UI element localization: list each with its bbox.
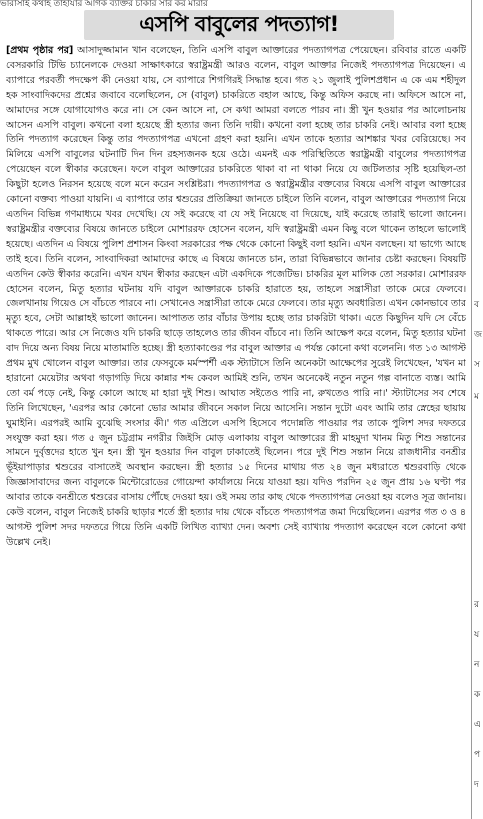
adjacent-column-glyph: য [474, 630, 480, 640]
adjacent-column-glyph: ম [474, 392, 479, 402]
adjacent-column-fragment [474, 0, 483, 819]
adjacent-column-glyph: ন [474, 660, 480, 670]
adjacent-column-glyph: স [474, 360, 480, 370]
adjacent-column-glyph: র [474, 600, 479, 610]
article-headline: এসপি বাবুলের পদত্যাগ! [139, 11, 339, 36]
continued-from-label: [প্রথম পৃষ্ঠার পর] [6, 45, 74, 56]
previous-article-fragment: ভারাসাই কথাহ তাহাযার আগক ব্যক্তির চাকার সার কর মারার [0, 0, 208, 8]
article-text: আসাদুজ্জামান খান বলেছেন, তিনি এসপি বাবুল আক্তারের পদত্যাগপত্র পেয়েছেন। রবিবার রাতে একটি বেসরকারি টিভি চ্যানেলকে দেওয়া সাক্ষাৎকারে স্বরাষ্ট্রমন্ত্রী আরও বলেন, বাবুল আক্তার নিজেই পদত্যাগপত্র দিয়েছেন। এ ব্যাপারে পরবর্তী পদক্ষেপ কী নেওয়া যায়, সে ব্যাপারে শিগগিরই সিদ্ধান্ত হবে। গত ২১ জুলাই পুলিশপ্রধান এ কে এম শহীদুল হক সাংবাদিকদের প্রশ্নের জবাবে বলেছিলেন, সে (বাবুল) চাকরিতে বহাল আছে, কিন্তু অফিস করছে না। অফিসে আসে না, আমাদের সঙ্গে যোগাযোগও করে না। সে কেন আসে না, সে কথা আমরা বলতে পারব না। স্ত্রী খুন হওয়ার পর আলোচনায় আসেন এসপি বাবুল। কখনো বলা হয়েছে স্ত্রী হত্যার জন্য তিনি দায়ী। কখনো বলা হচ্ছে তার চাকরি নেই। আবার বলা হচ্ছে তিনি পদত্যাগ করেছেন কিন্তু তার পদত্যাগপত্র এখনো গ্রহণ করা হয়নি। এখন তাকে হত্যার আশঙ্কার খবর বেরিয়েছে। সব মিলিয়ে এসপি বাবুলের ঘটনাটি দিন দিন রহস্যজনক হয়ে ওঠে। এমনই এক পরিস্থিতিতে স্বরাষ্ট্রমন্ত্রী বাবুলের পদত্যাগপত্র পেয়েছেন বলে স্বীকার করেছেন। ফলে বাবুল আক্তারের চাকরিতে থাকা বা না থাকা নিয়ে যে জটিলতার সৃষ্টি হয়েছিল-তা কিছুটা হলেও নিরসন হয়েছে বলে মনে করেন সংশ্লিষ্টরা। পদত্যাগপত্র ও স্বরাষ্ট্রমন্ত্রীর বক্তব্যের বিষয়ে এসপি বাবুল আক্তারের কোনো বক্তব্য পাওয়া যায়নি। এ ব্যাপারে তার শ্বশুরের প্রতিক্রিয়া জানতে চাইলে তিনি বলেন, বাবুল আক্তারের পদত্যাগ নিয়ে এতদিন বিভিন্ন গণমাধ্যমে খবর দেখেছি। যে সই করেছে বা যে সই নিয়েছে বা দিয়েছে, যাই করেছে তারাই ভালো জানেন। স্বরাষ্ট্রমন্ত্রীর বক্তব্যের বিষয়ে জানতে চাইলে মোশাররফ হোসেন বলেন, যদি স্বরাষ্ট্রমন্ত্রী এমন কিছু বলে থাকেন তাহলে ভালোই হয়েছে। এতদিন এ বিষয়ে পুলিশ প্রশাসন কিংবা সরকারের পক্ষ থেকে কোনো কিছুই বলা হয়নি। এখন বলছেন। যা ভাগ্যে আছে তাই হবে। তিনি বলেন, সাংবাদিকরা আমাদের কাছে এ বিষয়ে জানতে চান, তারা বিভিন্নভাবে জানার চেষ্টা করছেন। বিষয়টি এতদিন কেউ স্বীকার করেনি। এখন যখন স্বীকার করছেন এটা একদিকে পজেটিভ। চাকরির মূল মালিক তো সরকার। মোশাররফ হোসেন বলেন, মিতু হত্যার ঘটনায় যদি বাবুল আক্তারকে চাকরি হারাতে হয়, তাহলে সন্ত্রাসীরা তাকে মেরে ফেলবে। জেলখানায় গিয়েও সে বাঁচতে পারবে না। সেখানেও সন্ত্রাসীরা তাকে মেরে ফেলবে। তার মৃত্যু অবধারিত। এখন কোনভাবে তার মৃত্যু হবে, সেটা আল্লাহই ভালো জানেন। আপাতত তার বাঁচার উপায় হচ্ছে তার চাকরিটা থাকা। এতে কিছুদিন যদি সে বেঁচে থাকতে পারে। আর সে নিজেও যদি চাকরি ছাড়ে তাহলেও তার জীবন বাঁচবে না। তিনি আক্ষেপ করে বলেন, মিতু হত্যার ঘটনা বাদ দিয়ে অন্য বিষয় নিয়ে মাতামাতি হচ্ছে। স্ত্রী হত্যাকাণ্ডের পর বাবুল আক্তার এ পর্যন্ত কোনো কথা বলেননি। গত ১৩ আগস্ট প্রথম মুখ খোলেন বাবুল আক্তার। তার ফেসবুকে মর্মস্পর্শী এক স্ট্যাটাসে তিনি অনেকটা আক্ষেপের সুরেই লিখেছেন, 'যখন মা হারানো মেয়েটার অথবা গড়াগড়ি দিয়ে কান্নার শব্দ কেবল আমিই শুনি, তখন অনেকেই নতুন নতুন গল্প বানাতে ব্যস্ত। আমি তো বর্ম পড়ে নেই, কিন্তু কোলে আছে মা হারা দুই শিশু। আঘাত সইতেও পারি না, রুখতেও পারি না।' স্ট্যাটাসের সব শেষে তিনি লিখেছেন, 'এরপর আর কোনো ভোর আমার জীবনে সকাল নিয়ে আসেনি। সন্তান দুটো এবং আমি তার স্নেহের ছায়ায় ঘুমাইনি। এরপরই আমি বুঝেছি সংসার কী।' গত এপ্রিলে এসপি হিসেবে পদোন্নতি পাওয়ার পর তাকে পুলিশ সদর দফতরে সংযুক্ত করা হয়। গত ৫ জুন চট্টগ্রাম নগরীর জিইসি মোড় এলাকায় বাবুল আক্তারের স্ত্রী মাহমুদা খানম মিতু শিশু সন্তানের সামনে দুর্বৃত্তদের হাতে খুন হন। স্ত্রী খুন হওয়ার দিন বাবুল ঢাকাতেই ছিলেন। পরে দুই শিশু সন্তান নিয়ে রাজধানীর বনশ্রীর ভূঁইয়াপাড়ার শ্বশুরের বাসাতেই অবস্থান করছেন। স্ত্রী হত্যার ১৫ দিনের মাথায় গত ২৪ জুন মধ্যরাতে শ্বশুরবাড়ি থেকে জিজ্ঞাসাবাদের জন্য বাবুলকে মিন্টোরোডের গোয়েন্দা কার্যালয়ে নিয়ে যাওয়া হয়। যদিও পরদিন ২৫ জুন প্রায় ১৬ ঘণ্টা পর আবার তাকে বনশ্রীতে শ্বশুরের বাসায় পৌঁছে দেওয়া হয়। ওই সময় তার কাছ থেকে পদত্যাগপত্র নেওয়া হয় বলেও সূত্র জানায়। কেউ বলেন, বাবুল নিজেই চাকরি ছাড়ার শর্তে স্ত্রী হত্যার দায় থেকে বাঁচতে পদত্যাগপত্র জমা দিয়েছিলেন। এরপর গত ৩ ও ৪ আগস্ট পুলিশ সদর দফতরে গিয়ে তিনি একটি লিখিত ব্যাখ্যা দেন। অবশ্য সেই ব্যাখ্যায় পদত্যাগ করেছেন বলে কোনো কথা উল্লেখ নেই। [6, 45, 466, 548]
adjacent-column-glyph: দ [474, 780, 479, 790]
adjacent-column-glyph: জ [474, 330, 483, 340]
adjacent-column-glyph: ব [474, 300, 480, 310]
headline-banner [84, 10, 394, 40]
adjacent-column-glyph: ক [474, 690, 481, 700]
adjacent-column-glyph: প [474, 750, 481, 760]
adjacent-column-glyph: এ [474, 720, 481, 730]
column-divider [471, 0, 472, 819]
article-body [6, 44, 466, 814]
